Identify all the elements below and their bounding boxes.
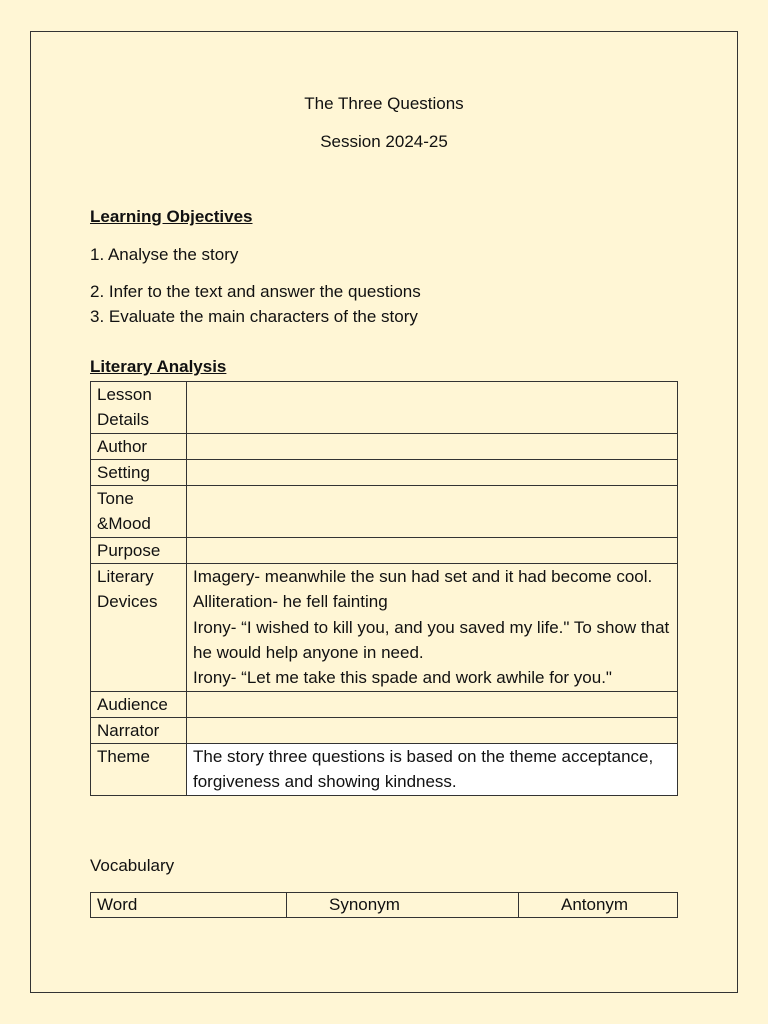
objective-item: 2. Infer to the text and answer the questions [90, 282, 421, 301]
table-row [91, 486, 678, 538]
column-header-synonym: Synonym [287, 893, 519, 918]
row-value [187, 382, 678, 434]
objectives-heading: Learning Objectives [90, 207, 253, 226]
vocabulary-heading: Vocabulary [90, 856, 175, 875]
row-label: Author [91, 433, 187, 459]
column-header-antonym: Antonym [519, 893, 678, 918]
row-label: Purpose [91, 537, 187, 563]
objective-item: 3. Evaluate the main characters of the story [90, 307, 418, 326]
row-label: Literary Devices [91, 564, 187, 691]
literary-analysis-table [90, 381, 678, 796]
vocabulary-table [90, 892, 678, 918]
table-row [91, 459, 678, 485]
table-row [91, 691, 678, 717]
literary-analysis-heading: Literary Analysis [90, 357, 227, 376]
table-row [91, 433, 678, 459]
table-row [91, 537, 678, 563]
table-row [91, 717, 678, 743]
literary-devices-cell [187, 564, 678, 691]
row-label: Audience [91, 691, 187, 717]
row-value [187, 717, 678, 743]
table-row [91, 382, 678, 434]
objective-item: 1. Analyse the story [90, 245, 239, 264]
table-row [91, 564, 678, 691]
session-label: Session 2024-25 [320, 132, 448, 151]
column-header-word: Word [91, 893, 287, 918]
row-value [187, 691, 678, 717]
device-line: Alliteration- he fell fainting [193, 592, 388, 612]
device-line: Irony- “I wished to kill you, and you saved my life." To show that he would help anyone in need. [193, 617, 670, 662]
row-value [187, 459, 678, 485]
row-value [187, 537, 678, 563]
theme-value: The story three questions is based on the theme acceptance, forgiveness and showing kindness. [187, 744, 678, 796]
row-value [187, 486, 678, 538]
table-row [91, 744, 678, 796]
row-label: Theme [91, 744, 187, 796]
device-line: Imagery- meanwhile the sun had set and it had become cool. [193, 567, 653, 587]
table-row [91, 893, 678, 918]
row-label: Lesson Details [91, 382, 187, 434]
row-value [187, 433, 678, 459]
row-label: Setting [91, 459, 187, 485]
row-label: Tone &Mood [91, 486, 187, 538]
document-title: The Three Questions [304, 94, 464, 113]
device-line: Irony- “Let me take this spade and work awhile for you." [193, 668, 612, 688]
row-label: Narrator [91, 717, 187, 743]
